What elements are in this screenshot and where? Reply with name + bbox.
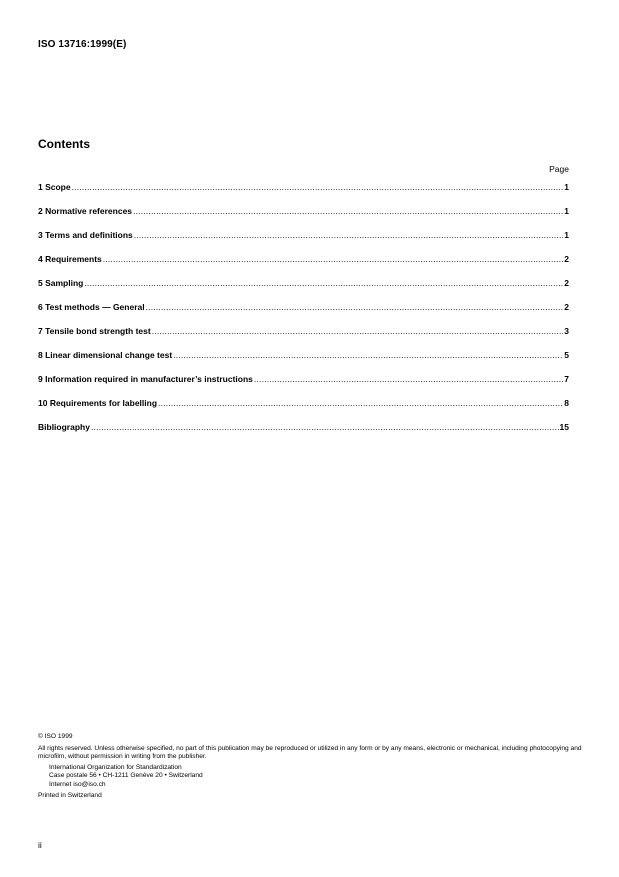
toc-entry-page: 15 bbox=[559, 422, 569, 432]
toc-entry-title: 4 Requirements bbox=[38, 254, 102, 264]
toc-leader-dots bbox=[84, 278, 563, 288]
rights-statement: All rights reserved. Unless otherwise specified, no part of this publication may be reproduced or utilized in any form or by any means, electronic or mechanical, including photocopying and microfilm, without permission in writing from the publisher. bbox=[38, 744, 582, 761]
toc-entry-title: 8 Linear dimensional change test bbox=[38, 350, 173, 360]
toc-entry-title: 2 Normative references bbox=[38, 206, 133, 216]
toc-entry-page: 5 bbox=[564, 350, 569, 360]
page-number: ii bbox=[38, 840, 42, 850]
address-line: Case postale 56 • CH-1211 Genève 20 • Switzerland bbox=[49, 772, 203, 780]
toc-entry-title: 6 Test methods — General bbox=[38, 302, 145, 312]
toc-entry-page: 2 bbox=[564, 302, 569, 312]
table-of-contents bbox=[38, 182, 569, 446]
toc-leader-dots bbox=[254, 374, 563, 384]
toc-entry-requirements[interactable] bbox=[38, 254, 569, 278]
toc-leader-dots bbox=[152, 326, 564, 336]
toc-entry-page: 1 bbox=[564, 182, 569, 192]
address-line: Internet iso@iso.ch bbox=[49, 780, 106, 788]
toc-leader-dots bbox=[158, 398, 563, 408]
copyright-block bbox=[38, 733, 583, 800]
toc-entry-page: 8 bbox=[564, 398, 569, 408]
toc-entry-title: 7 Tensile bond strength test bbox=[38, 326, 151, 336]
contents-heading: Contents bbox=[38, 137, 90, 151]
document-identifier: ISO 13716:1999(E) bbox=[38, 39, 127, 50]
toc-entry-linear-dimensional-change-test[interactable] bbox=[38, 350, 569, 374]
publisher-address bbox=[38, 764, 583, 790]
toc-entry-page: 3 bbox=[564, 326, 569, 336]
toc-leader-dots bbox=[103, 254, 563, 264]
toc-leader-dots bbox=[72, 182, 564, 192]
toc-leader-dots bbox=[134, 230, 563, 240]
address-line: International Organization for Standardization bbox=[49, 763, 182, 771]
toc-entry-requirements-for-labelling[interactable] bbox=[38, 398, 569, 422]
toc-leader-dots bbox=[173, 350, 563, 360]
toc-entry-test-methods-general[interactable] bbox=[38, 302, 569, 326]
page-column-label: Page bbox=[549, 164, 569, 174]
toc-entry-sampling[interactable] bbox=[38, 278, 569, 302]
toc-entry-title: 3 Terms and definitions bbox=[38, 230, 133, 240]
toc-entry-normative-references[interactable] bbox=[38, 206, 569, 230]
toc-entry-tensile-bond-strength-test[interactable] bbox=[38, 326, 569, 350]
toc-entry-title: 10 Requirements for labelling bbox=[38, 398, 158, 408]
copyright-notice: © ISO 1999 bbox=[38, 733, 73, 740]
toc-entry-manufacturer-instructions[interactable] bbox=[38, 374, 569, 398]
toc-entry-title: 9 Information required in manufacturer’s instructions bbox=[38, 374, 253, 384]
toc-entry-page: 2 bbox=[564, 254, 569, 264]
toc-leader-dots bbox=[146, 302, 564, 312]
toc-entry-title: 5 Sampling bbox=[38, 278, 84, 288]
toc-entry-page: 2 bbox=[564, 278, 569, 288]
printed-in: Printed in Switzerland bbox=[38, 791, 102, 799]
toc-entry-page: 1 bbox=[564, 206, 569, 216]
toc-entry-page: 7 bbox=[564, 374, 569, 384]
toc-entry-terms-and-definitions[interactable] bbox=[38, 230, 569, 254]
toc-entry-title: Bibliography bbox=[38, 422, 90, 432]
toc-entry-bibliography[interactable] bbox=[38, 422, 569, 446]
toc-leader-dots bbox=[133, 206, 563, 216]
toc-entry-title: 1 Scope bbox=[38, 182, 71, 192]
toc-leader-dots bbox=[91, 422, 559, 432]
toc-entry-scope[interactable] bbox=[38, 182, 569, 206]
toc-entry-page: 1 bbox=[564, 230, 569, 240]
